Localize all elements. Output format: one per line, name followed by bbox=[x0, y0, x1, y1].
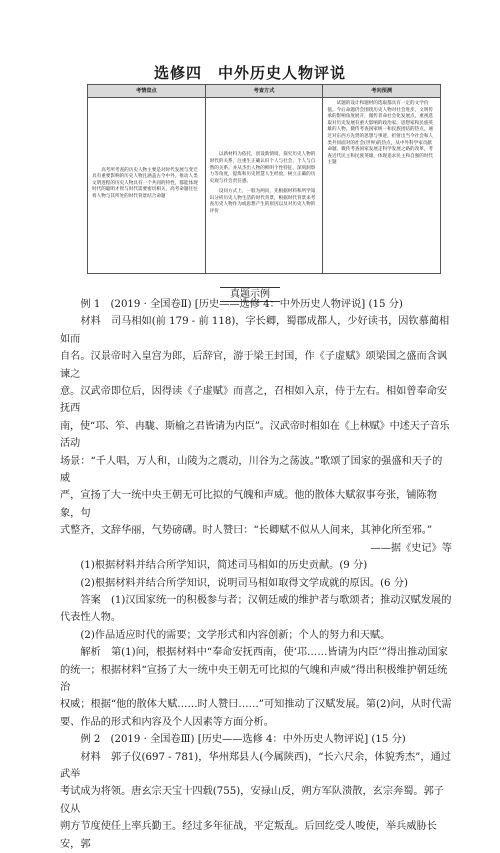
table-header-cell: 考查方式 bbox=[205, 85, 323, 97]
table-cell-text: 试题的设计和题材的选取都具有一定的文学价值。今后命题仍会围绕历史人物对社会进步、文明传承的影响角度展开，微传者命社会化发展点。重视选取对历史发展有重大影响的政治家、思想家和民族英雄的人物、微传考查国家统一和民族团结的热点，通过对东西方先贤的思想与事迹，折射出当今社会和人类共同面对的社会(世界)的热点，从中外科学家贡献命题，微传考查国家发展走科学发展之路的改革，考查近代民主和民族英雄，体现追求民主和自强的时代主题 bbox=[327, 101, 434, 166]
text-line: 材料 郭子仪(697 - 781)，华州郑县人(今属陕西)，“长六尺余，体貌秀杰”，通过武举 bbox=[60, 751, 451, 780]
text-line: 场景：“千人唱，万人和，山陵为之震动，川谷为之荡波。”歌颂了国家的强盛和天子的威 bbox=[60, 455, 443, 485]
text-line: 例 1 (2019 · 全国卷Ⅱ) [历史——选修 4：中外历史人物评说] (15 分) bbox=[80, 299, 403, 310]
text-line: 材料 司马相如(前 179 - 前 118)，字长卿，蜀郡成都人，少好读书，因钦慕蔺相如而 bbox=[60, 316, 450, 345]
page-title: 选修四 中外历史人物评说 bbox=[153, 64, 346, 82]
table-cell-text: 高考所考查的历史人物主要是对时代发展与变迁具有重要影响的历史人物且涵盖古今中外。推动人类文明进程的历史人物具有一个共同的特性，都能体现时代的聪明才智与时代需要密切相关，高考命题往往将人物与其所处的时代背景结合命题 bbox=[92, 167, 198, 199]
text-line: 答案 (1)汉国家统一的积极参与者；汉朝廷威的维护者与歌颂者；推动汉赋发展的 bbox=[80, 594, 452, 606]
text-line: 朔方节度使任上率兵勤王。经过多年征战，平定叛乱。后回纥受人唆使，举兵威胁长安，郭 bbox=[60, 821, 437, 850]
text-line: 的统一；根据材料“宣扬了大一统中央王朝无可比拟的气魄和声威”得出积极维护朝廷统治 bbox=[60, 664, 448, 693]
overview-table bbox=[87, 84, 441, 274]
text-line: 式整齐，文辞华丽，气势磅礴。时人赞曰：“长卿赋不似从人间来，其神化所至邪。” bbox=[60, 525, 433, 537]
body-text bbox=[60, 296, 452, 853]
table-header-cell: 考向预测 bbox=[322, 85, 440, 97]
text-line: (2)作品适应时代的需要；文学形式和内容创新；个人的努力和天赋。 bbox=[80, 629, 391, 641]
text-line: (1)根据材料并结合所学知识，简述司马相如的历史贡献。(9 分) bbox=[80, 560, 368, 572]
text-line: 严，宣扬了大一统中央王朝无可比拟的气魄和声威。他的散体大赋叙事夸张，铺陈物象，句 bbox=[60, 490, 437, 519]
table-cell-text: 设问方式上，一般为两问，先根据材料和所学知识分析历史人物生活的时代背景，根据时代背景来考查历史人物作为或思想产生的原因以及对历史人物的评价 bbox=[209, 189, 316, 215]
table-cell bbox=[205, 98, 323, 274]
table-cell bbox=[322, 98, 440, 274]
text-line: 意。汉武帝即位后，因得读《子虚赋》而喜之，召相如入京，侍于左右。相如曾奉命安抚西 bbox=[60, 386, 448, 415]
text-line: 考试成为将领。唐玄宗天宝十四载(755)，安禄山反，朔方军队溃散，玄宗奔蜀。郭子仪从 bbox=[60, 786, 444, 815]
text-line: 南，使“邛、笮、冉駹、斯榆之君皆请为内臣”。汉武帝时相如在《上林赋》中述天子音乐活动 bbox=[60, 420, 450, 450]
table-header-row bbox=[88, 85, 440, 98]
section-heading-label: 真题示例 bbox=[220, 287, 280, 302]
text-line: 权威；根据“他的散体大赋……时人赞曰……”可知推动了汉赋发展。第(2)问，从时代需 bbox=[60, 699, 452, 711]
text-line: 解析 第(1)问，根据材料中“奉命安抚西南，使‘邛……皆请为内臣’”得出推动国家 bbox=[80, 647, 448, 659]
text-line: 例 2 (2019 · 全国卷Ⅲ) [历史——选修 4：中外历史人物评说] (15 分) bbox=[80, 734, 406, 746]
table-header-cell: 考情盘点 bbox=[135, 88, 157, 94]
table-cell-text: 以新材料为依托，创设新情境，探究历史人物的时代的关系，注重生正确认识个人与社会、个人与自然的关系。并从杰出人物的鲜明个性特征、深刻洞察力等角度，提炼和历史智慧人生经验，树立正确的历史观与社会责任感。 bbox=[209, 152, 316, 184]
text-line: 代表性人物。 bbox=[60, 612, 122, 624]
text-line: 自名。汉景帝时入皇宫为郎，后辞官，游于梁王封国，作《子虚赋》颂梁国之盛而含讽谏之 bbox=[60, 351, 448, 380]
text-line: ——据《史记》等 bbox=[370, 542, 452, 554]
text-line: (2)根据材料并结合所学知识，说明司马相如取得文学成就的原因。(6 分) bbox=[80, 577, 408, 589]
table-cell bbox=[88, 98, 205, 274]
text-line: 要、作品的形式和内容及个人因素等方面分析。 bbox=[60, 716, 274, 728]
table-body-row bbox=[88, 98, 440, 274]
